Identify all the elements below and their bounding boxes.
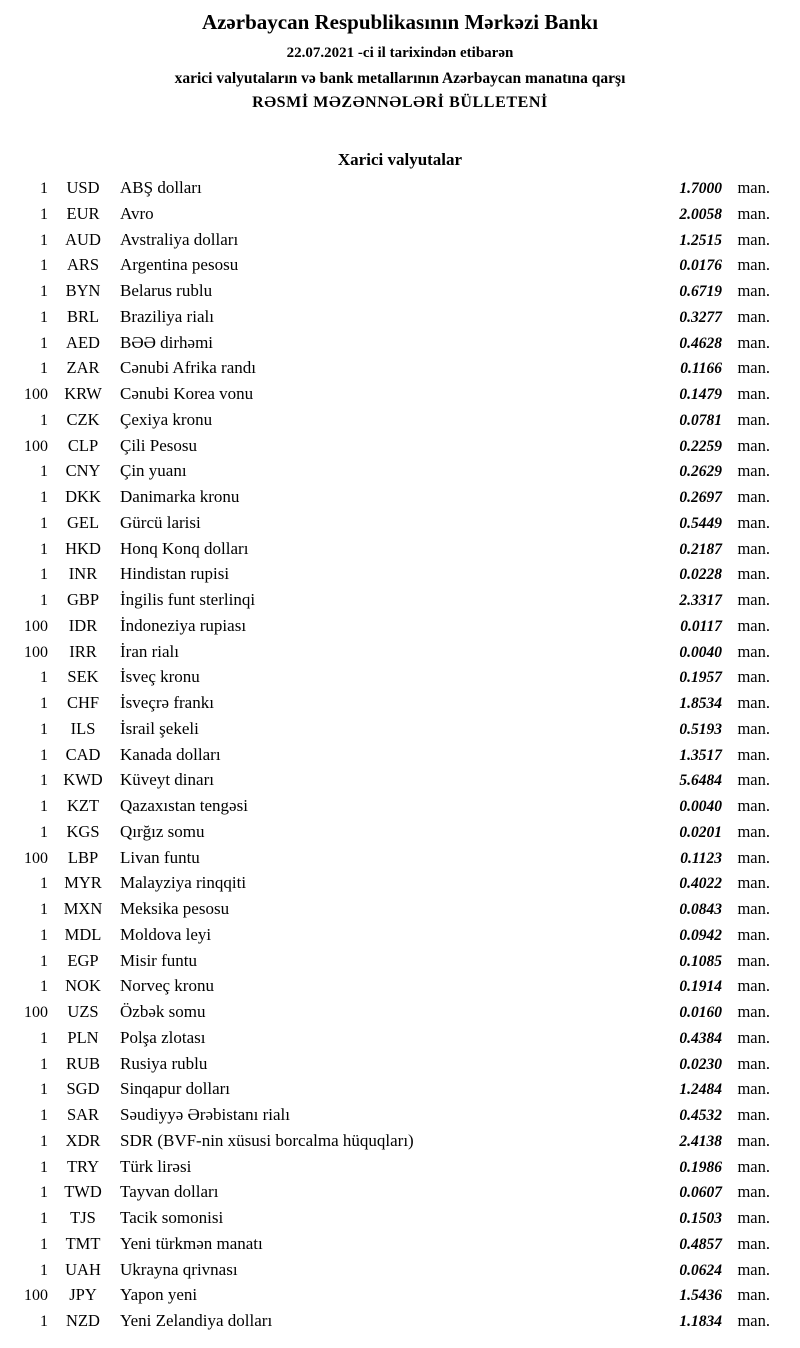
currency-code: TJS (70, 1208, 96, 1227)
unit-label: man. (737, 332, 770, 352)
currency-code: INR (68, 564, 98, 584)
rate-value: 0.5193 (679, 720, 722, 738)
currency-name: Gürcü larisi (120, 512, 201, 532)
currency-name: Misir funtu (120, 950, 197, 970)
currency-code: SAR (66, 1105, 100, 1124)
currency-name: ABŞ dolları (120, 178, 202, 197)
currency-name: Sinqapur dolları (120, 1079, 231, 1099)
quantity: 100 (24, 1004, 48, 1021)
rate-value: 0.1166 (680, 360, 722, 378)
currency-code: LBP (67, 847, 99, 867)
rate-value: 0.0040 (679, 643, 722, 661)
unit-label: man. (737, 203, 770, 223)
unit-label: man. (737, 641, 770, 661)
quantity: 100 (24, 643, 48, 661)
unit-label: man. (737, 1105, 770, 1124)
unit-label: man. (737, 976, 770, 996)
currency-name: Hindistan rupisi (120, 564, 230, 584)
rate-row (0, 639, 770, 665)
rate-value: 5.6484 (679, 772, 722, 790)
unit-label: man. (737, 358, 770, 378)
currency-code: TWD (64, 1182, 102, 1202)
unit-label: man. (737, 667, 770, 687)
quantity: 1 (40, 1107, 48, 1124)
currency-code: NZD (66, 1311, 100, 1330)
quantity: 1 (40, 798, 48, 815)
unit-label: man. (737, 306, 770, 326)
unit-label: man. (737, 255, 770, 275)
currency-code: EGP (67, 950, 99, 970)
currency-code: KRW (64, 384, 102, 403)
rate-row (0, 458, 770, 484)
currency-code: MDL (64, 924, 102, 944)
unit-label: man. (737, 590, 770, 609)
rate-value: 0.5449 (679, 514, 722, 532)
rate-value: 0.2629 (679, 463, 722, 481)
currency-code: CAD (65, 744, 101, 764)
rate-value: 0.0230 (679, 1055, 722, 1073)
rate-row (0, 948, 770, 974)
currency-name: Tayvan dolları (120, 1182, 219, 1202)
currency-code: NOK (65, 976, 101, 996)
quantity: 100 (24, 386, 48, 403)
quantity: 1 (40, 360, 48, 378)
rate-value: 0.2259 (679, 437, 722, 455)
currency-name: Norveç kronu (120, 976, 214, 996)
currency-name: Küveyt dinarı (120, 770, 214, 790)
quantity: 1 (40, 514, 48, 532)
quantity: 1 (40, 1313, 48, 1330)
currency-code: MYR (64, 873, 102, 893)
rate-row (0, 973, 770, 999)
unit-label: man. (737, 461, 770, 481)
rate-value: 1.8534 (679, 695, 722, 712)
rate-value: 0.4384 (679, 1029, 722, 1047)
currency-name: Polşa zlotası (120, 1027, 206, 1047)
unit-label: man. (737, 924, 770, 944)
rate-row (0, 381, 770, 407)
unit-label: man. (737, 718, 770, 738)
quantity: 1 (40, 1055, 48, 1073)
currency-name: Özbək somu (120, 1002, 206, 1021)
currency-code: AED (66, 332, 100, 352)
rate-row (0, 1205, 770, 1231)
rate-value: 0.1986 (679, 1158, 722, 1176)
rate-row (0, 201, 770, 227)
rate-value: 0.4628 (679, 334, 722, 352)
rate-row (0, 1179, 770, 1205)
unit-label: man. (737, 950, 770, 970)
quantity: 1 (40, 926, 48, 944)
currency-code: SGD (66, 1079, 100, 1099)
currency-name: Qazaxıstan tengəsi (120, 796, 248, 815)
currency-code: DKK (65, 487, 101, 506)
currency-code: ARS (66, 255, 100, 275)
currency-name: Qırğız somu (120, 821, 205, 841)
rate-row (0, 742, 770, 768)
unit-label: man. (737, 1285, 770, 1305)
rate-row (0, 690, 770, 716)
rate-row (0, 355, 770, 381)
currency-name: Avstraliya dolları (120, 229, 239, 249)
currency-name: Yeni Zelandiya dolları (120, 1311, 273, 1330)
unit-label: man. (737, 435, 770, 455)
rate-row (0, 1051, 770, 1077)
currency-name: Çin yuanı (120, 461, 187, 481)
rate-value: 0.2187 (679, 540, 722, 558)
currency-code: USD (66, 178, 100, 197)
rate-row (0, 896, 770, 922)
currency-name: Meksika pesosu (120, 899, 230, 918)
currency-name: BƏƏ dirhəmi (120, 332, 214, 352)
currency-name: Tacik somonisi (120, 1208, 224, 1227)
quantity: 1 (40, 1158, 48, 1176)
currency-name: Səudiyyə Ərəbistanı rialı (120, 1105, 290, 1124)
rate-row (0, 278, 770, 304)
unit-label: man. (737, 1053, 770, 1073)
currency-code: BYN (65, 281, 101, 300)
unit-label: man. (737, 821, 770, 841)
rate-value: 1.5436 (679, 1287, 722, 1305)
currency-code: MXN (63, 899, 103, 918)
currency-name: İran rialı (120, 641, 179, 661)
currency-code: PLN (67, 1027, 99, 1047)
quantity: 100 (24, 617, 48, 635)
currency-name: Livan funtu (120, 847, 200, 867)
currency-name: Kanada dolları (120, 744, 221, 764)
quantity: 1 (40, 901, 48, 918)
unit-label: man. (737, 1311, 770, 1330)
rate-row (0, 407, 770, 433)
quantity: 1 (40, 489, 48, 506)
currency-name: Danimarka kronu (120, 487, 240, 506)
quantity: 1 (40, 540, 48, 558)
currency-code: XDR (65, 1130, 101, 1150)
unit-label: man. (737, 229, 770, 249)
rate-value: 0.3277 (679, 308, 722, 326)
rate-value: 0.4857 (679, 1235, 722, 1253)
currency-name: Moldova leyi (120, 924, 212, 944)
currency-code: BRL (66, 306, 100, 326)
rate-value: 0.6719 (679, 283, 722, 300)
rate-value: 0.0117 (680, 617, 722, 635)
quantity: 1 (40, 334, 48, 352)
rate-value: 0.1479 (679, 386, 722, 403)
currency-code: IDR (68, 615, 98, 635)
currency-code: CZK (66, 409, 100, 429)
unit-label: man. (737, 487, 770, 506)
rate-row (0, 819, 770, 845)
rate-value: 0.0160 (679, 1004, 722, 1021)
rate-row (0, 304, 770, 330)
currency-name: İsrail şekeli (120, 718, 199, 738)
currency-name: İsveçrə frankı (120, 693, 214, 712)
currency-code: UAH (65, 1259, 101, 1279)
section-title-foreign-currencies: Xarici valyutalar (337, 150, 463, 169)
currency-code: CLP (67, 435, 99, 455)
rate-row (0, 767, 770, 793)
rate-row (0, 1154, 770, 1180)
unit-label: man. (737, 693, 770, 712)
quantity: 1 (40, 1210, 48, 1227)
rate-value: 0.0942 (679, 926, 722, 944)
rate-value: 1.1834 (679, 1313, 722, 1330)
unit-label: man. (737, 1130, 770, 1150)
currency-code: GEL (66, 512, 100, 532)
unit-label: man. (737, 178, 770, 197)
unit-label: man. (737, 1027, 770, 1047)
rate-value: 0.0040 (679, 798, 722, 815)
currency-name: Cənubi Afrika randı (120, 358, 256, 378)
quantity: 1 (40, 308, 48, 326)
rate-value: 0.0843 (679, 901, 722, 918)
rate-row (0, 1076, 770, 1102)
quantity: 1 (40, 875, 48, 893)
quantity: 1 (40, 1081, 48, 1099)
currency-code: CHF (66, 693, 100, 712)
unit-label: man. (737, 409, 770, 429)
quantity: 1 (40, 952, 48, 970)
quantity: 1 (40, 823, 48, 841)
currency-code: TMT (65, 1233, 101, 1253)
currency-name: Honq Konq dolları (120, 538, 249, 558)
currency-name: Braziliya rialı (120, 306, 214, 326)
rate-row (0, 252, 770, 278)
rates-table (0, 175, 800, 1334)
unit-label: man. (737, 899, 770, 918)
rate-value: 1.2515 (679, 231, 722, 249)
rate-row (0, 175, 770, 201)
unit-label: man. (737, 1182, 770, 1202)
rate-row (0, 613, 770, 639)
currency-name: Malayziya rinqqiti (120, 873, 247, 893)
currency-code: CNY (65, 461, 101, 481)
currency-code: KZT (66, 796, 100, 815)
currency-name: Yeni türkmən manatı (120, 1233, 263, 1253)
quantity: 1 (40, 695, 48, 712)
rate-value: 1.2484 (679, 1081, 722, 1099)
currency-name: İsveç kronu (120, 667, 200, 687)
rate-value: 0.4532 (679, 1107, 722, 1124)
unit-label: man. (737, 615, 770, 635)
quantity: 1 (40, 1184, 48, 1202)
rate-row (0, 1231, 770, 1257)
rate-row (0, 922, 770, 948)
unit-label: man. (737, 1233, 770, 1253)
rate-value: 0.1957 (679, 669, 722, 687)
rate-row (0, 664, 770, 690)
currency-name: Ukrayna qrivnası (120, 1259, 238, 1279)
quantity: 1 (40, 669, 48, 687)
currency-code: ILS (70, 718, 96, 738)
rate-row (0, 716, 770, 742)
quantity: 1 (40, 411, 48, 429)
quantity: 100 (24, 849, 48, 867)
currency-code: KGS (66, 821, 100, 841)
currency-code: TRY (66, 1156, 100, 1176)
quantity: 1 (40, 257, 48, 275)
rate-row (0, 227, 770, 253)
rate-value: 0.1123 (680, 849, 722, 867)
unit-label: man. (737, 1002, 770, 1021)
currency-name: Avro (120, 203, 154, 223)
rate-row (0, 587, 770, 613)
bulletin-subtitle: xarici valyutaların və bank metallarının Azərbaycan manatına qarşı (174, 70, 626, 87)
rate-row (0, 561, 770, 587)
rate-value: 0.2697 (679, 489, 722, 506)
currency-name: İndoneziya rupiası (120, 615, 247, 635)
rate-row (0, 536, 770, 562)
currency-name: Rusiya rublu (120, 1053, 208, 1073)
quantity: 100 (24, 437, 48, 455)
unit-label: man. (737, 770, 770, 790)
rate-value: 0.1085 (679, 952, 722, 970)
rate-value: 2.4138 (679, 1132, 722, 1150)
unit-label: man. (737, 1208, 770, 1227)
quantity: 1 (40, 463, 48, 481)
rate-value: 0.1914 (679, 978, 722, 996)
quantity: 1 (40, 1029, 48, 1047)
unit-label: man. (737, 847, 770, 867)
quantity: 1 (40, 1132, 48, 1150)
rate-row (0, 510, 770, 536)
unit-label: man. (737, 1259, 770, 1279)
currency-code: GBP (66, 590, 100, 609)
quantity: 1 (40, 180, 48, 197)
rate-row (0, 845, 770, 871)
rate-value: 0.0201 (679, 823, 722, 841)
quantity: 1 (40, 978, 48, 996)
rate-value: 2.0058 (679, 205, 722, 223)
rate-value: 0.0607 (679, 1184, 722, 1202)
rate-row (0, 1282, 770, 1308)
currency-name: Türk lirəsi (120, 1156, 192, 1176)
unit-label: man. (737, 1156, 770, 1176)
rate-row (0, 1102, 770, 1128)
rate-row (0, 1257, 770, 1283)
rate-value: 0.4022 (679, 875, 722, 893)
unit-label: man. (737, 564, 770, 584)
currency-code: ZAR (66, 358, 100, 378)
rate-row (0, 1025, 770, 1051)
rate-row (0, 1308, 770, 1334)
quantity: 1 (40, 283, 48, 300)
quantity: 100 (24, 1287, 48, 1305)
rate-row (0, 870, 770, 896)
rate-row (0, 999, 770, 1025)
rate-row (0, 484, 770, 510)
currency-code: JPY (69, 1285, 97, 1305)
quantity: 1 (40, 1235, 48, 1253)
bulletin-heading: RƏSMİ MƏZƏNNƏLƏRİ BÜLLETENİ (252, 94, 548, 111)
currency-code: SEK (67, 667, 99, 687)
quantity: 1 (40, 566, 48, 584)
currency-name: Cənubi Korea vonu (120, 384, 254, 403)
unit-label: man. (737, 512, 770, 532)
quantity: 1 (40, 746, 48, 764)
rate-value: 2.3317 (679, 592, 722, 609)
currency-code: EUR (66, 203, 100, 223)
rate-value: 0.1503 (679, 1210, 722, 1227)
rate-row (0, 1128, 770, 1154)
quantity: 1 (40, 592, 48, 609)
currency-name: İngilis funt sterlinqi (120, 590, 256, 609)
page-title: Azərbaycan Respublikasının Mərkəzi Bankı (201, 10, 599, 34)
rate-row (0, 433, 770, 459)
quantity: 1 (40, 1261, 48, 1279)
bulletin-header (0, 0, 800, 112)
unit-label: man. (737, 384, 770, 403)
rate-value: 0.0781 (679, 411, 722, 429)
currency-code: HKD (65, 538, 101, 558)
currency-code: IRR (69, 641, 97, 661)
quantity: 1 (40, 231, 48, 249)
currency-code: UZS (67, 1002, 99, 1021)
rate-value: 0.0228 (679, 566, 722, 584)
rate-value: 0.0176 (679, 257, 722, 275)
quantity: 1 (40, 720, 48, 738)
currency-name: Belarus rublu (120, 281, 213, 300)
unit-label: man. (737, 1079, 770, 1099)
rate-value: 1.7000 (679, 180, 722, 197)
unit-label: man. (737, 796, 770, 815)
currency-code: RUB (66, 1053, 100, 1073)
rate-value: 0.0624 (679, 1261, 722, 1279)
currency-name: Argentina pesosu (120, 255, 239, 275)
effective-date-line: 22.07.2021 -ci il tarixindən etibarən (286, 45, 514, 61)
currency-name: SDR (BVF-nin xüsusi borcalma hüquqları) (120, 1130, 414, 1150)
rate-row (0, 793, 770, 819)
quantity: 1 (40, 772, 48, 790)
unit-label: man. (737, 744, 770, 764)
currency-name: Yapon yeni (120, 1285, 198, 1305)
currency-code: KWD (63, 770, 103, 790)
currency-name: Çili Pesosu (120, 435, 197, 455)
quantity: 1 (40, 205, 48, 223)
rate-row (0, 330, 770, 356)
unit-label: man. (737, 538, 770, 558)
unit-label: man. (737, 281, 770, 300)
currency-name: Çexiya kronu (120, 409, 213, 429)
unit-label: man. (737, 873, 770, 893)
rate-value: 1.3517 (679, 746, 722, 764)
currency-code: AUD (65, 229, 101, 249)
